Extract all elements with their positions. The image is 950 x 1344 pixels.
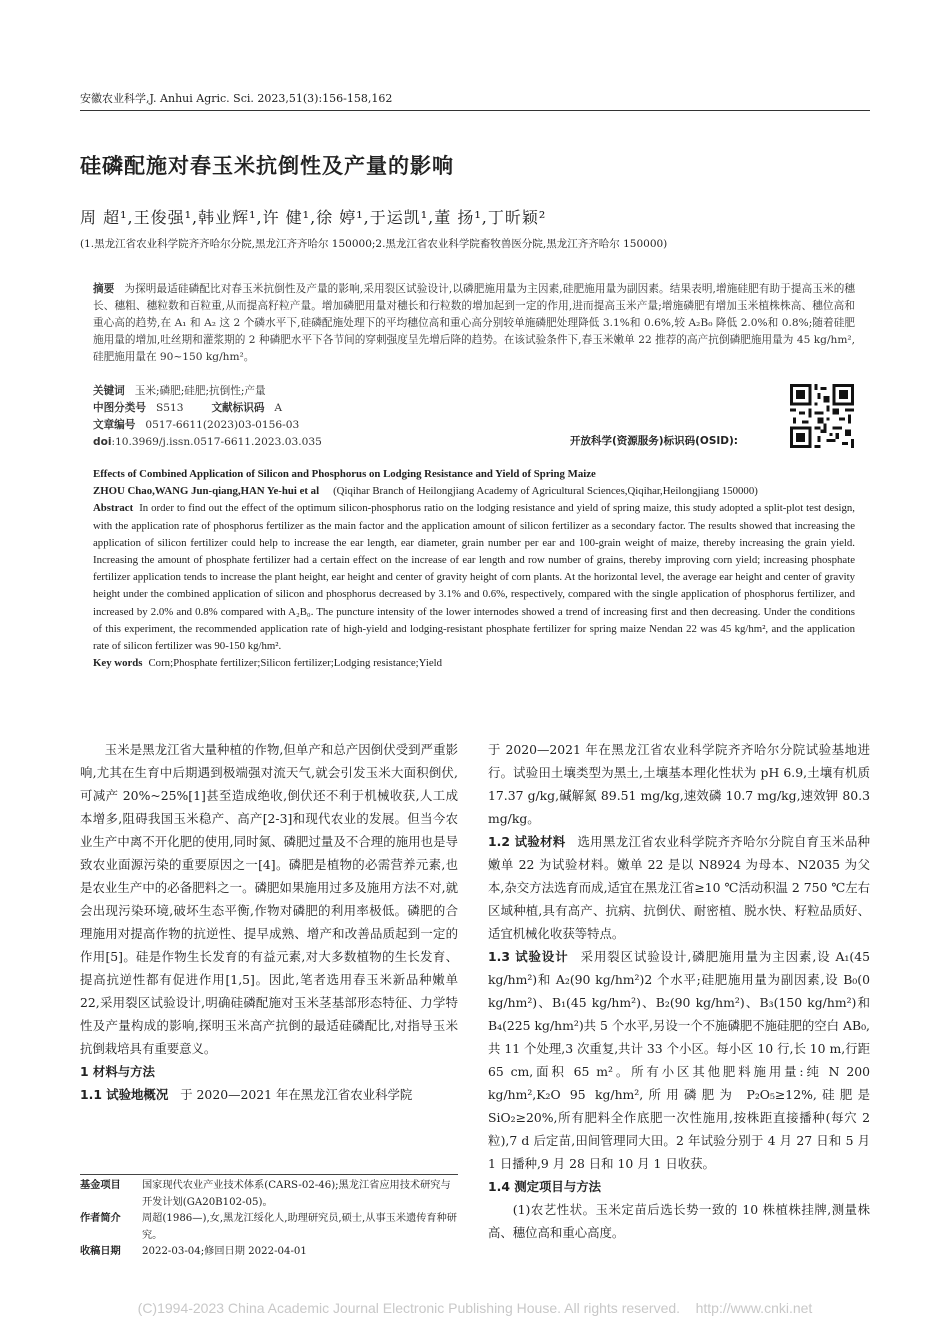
article-no-label: 文章编号 [93,419,136,431]
section-1-4-heading: 1.4 测定项目与方法 [488,1179,601,1194]
article-no-row [93,417,573,434]
affiliation: (1.黑龙江省农业科学院齐齐哈尔分院,黑龙江齐齐哈尔 150000;2.黑龙江省农业科学院畜牧兽医分院,黑龙江齐齐哈尔 150000) [80,238,668,250]
body-column-right [488,738,870,1244]
section-1-3-heading: 1.3 试验设计 [488,949,569,964]
journal-header: 安徽农业科学,J. Anhui Agric. Sci. 2023,51(3):156-158,162 [80,92,393,105]
clc-value: S513 [155,402,184,414]
english-keywords-text: Corn;Phosphate fertilizer;Silicon fertilizer;Lodging resistance;Yield [148,657,443,670]
clc-row [93,400,573,417]
section-1-1-text: 于 2020—2021 年在黑龙江省农业科学院齐齐哈尔分院试验基地进行。试验田土壤类型为黑土,土壤基本理化性状为 pH 6.9,土壤有机质 17.37 g/kg,碱解氮 89.51 mg/kg,速效磷 10.7 mg/kg,速效钾 80.3 mg/kg。 [488,742,870,826]
footnote-author [80,1211,458,1244]
author-bio-label: 作者简介 [80,1213,121,1224]
body-column-left [80,738,458,1106]
footnote-rule [80,1174,458,1175]
osid-caption: 开放科学(资源服务)标识码(OSID): [570,435,739,447]
doc-code-label: 文献标识码 [211,402,265,414]
doi-value[interactable]: :10.3969/j.issn.0517-6611.2023.03.035 [111,436,322,448]
section-1-2-heading: 1.2 试验材料 [488,834,566,849]
paper-title: 硅磷配施对春玉米抗倒性及产量的影响 [80,154,454,178]
header-rule [80,110,870,111]
section-1-4-text: (1)农艺性状。玉米定苗后选长势一致的 10 株植株挂牌,测量株高、穗位高和重心高度。 [488,1202,870,1240]
abstract-cn-label: 摘要 [93,283,115,295]
section-1-2 [488,830,870,945]
abstract-cn-text: 为探明最适硅磷配比对春玉米抗倒性及产量的影响,采用裂区试验设计,以磷肥施用量为主因素,硅肥施用量为副因素。结果表明,增施硅肥有助于提高玉米的穗长、穗粗、穗粒数和百粒重,从而提高籽粒产量。增加磷肥用量对穗长和行粒数的增加起到一定的作用,进而提高玉米产量;增施磷肥有增加玉米植株株高、穗位高和重心高的趋势,在 A₁ 和 A₂ 这 2 个磷水平下,硅磷配施处理下的平均穗位高和重心高分别较单施磷肥处理降低 3.1%和 0.6%,较 A₂B₀ 降低 2.0%和 0.8%;随着硅肥施用量的增加,吐丝期和灌浆期的 2 种磷肥水平下各节间的穿刺强度呈先增后降的趋势。在该试验条件下,春玉米嫩单 22 推荐的高产抗倒磷肥施用量为 45 kg/hm²,硅肥施用量在 90~150 kg/hm²。 [93,283,856,363]
article-meta [93,383,573,451]
section-1-1-text-start: 于 2020—2021 年在黑龙江省农业科学院 [180,1087,413,1102]
article-no-value: 0517-6611(2023)03-0156-03 [145,419,300,431]
english-keywords [93,655,855,672]
qr-code-icon[interactable] [790,384,854,448]
copyright-watermark: (C)1994-2023 China Academic Journal Electronic Publishing House. All rights reserved. http://www.cnki.net [137,1300,813,1316]
english-abstract-label: Abstract [93,502,134,515]
keywords-cn-row [93,383,573,400]
english-abstract [93,500,855,655]
section-1-2-text: 选用黑龙江省农业科学院齐齐哈尔分院自育玉米品种嫩单 22 为试验材料。嫩单 22 是以 N8924 为母本、N2035 为父本,杂交方法选育而成,适宜在黑龙江省≥10 ℃活动积温 2 750 ℃左右区域种植,具有高产、抗病、抗倒伏、耐密植、脱水快、籽粒品质好、适宜机械化收获等特点。 [488,834,871,941]
english-abstract-text: In order to find out the effect of the optimum silicon-phosphorus ratio on the lodging resistance and yield of spring maize, this study adopted a split-plot test design, with the application rate of phosphorus fertilizer as the main factor and the application amount of silicon fertilizer as a secondary factor. The results showed that increasing the application of silicon fertilizer could help to increase the ear length, ear diameter, grain number per ear and 100-grain weight of maize, thereby increasing the grain yield. Increasing the amount of phosphate fertilizer had a certain effect on the increase of ear length and row number of grains, thereby improving corn yield; increasing phosphate fertilizer application tends to increase the plant height, ear height and center of gravity height of corn plants. At the horizontal level, the average ear height and center of gravity height under the combined application of silicon and phosphorus decreased by 3.1% and 0.6%, respectively, compared with the single application of phosphorus fertilizer, and increased by 2.0% and 0.8% compared with A₂B₀. The puncture intensity of the lower internodes showed a trend of increasing first and then decreasing. Under the conditions of this experiment, the recommended application rate of high-yield and lodging-resistant phosphate fertilizer for spring maize Nendan 22 was 45 kg/hm², and the application rate of silicon fertilizer was 90-150 kg/hm². [93,502,855,653]
fund-label: 基金项目 [80,1180,121,1191]
section-1-heading: 1 材料与方法 [80,1064,155,1079]
english-keywords-label: Key words [93,657,143,670]
clc-label: 中图分类号 [93,402,146,414]
footnote-date [80,1244,458,1261]
author-bio-text: 周超(1986—),女,黑龙江绥化人,助理研究员,硕士,从事玉米遗传育种研究。 [142,1213,457,1241]
keywords-cn-label: 关键词 [93,385,125,397]
doc-code-value: A [274,402,283,414]
english-title: Effects of Combined Application of Silicon and Phosphorus on Lodging Resistance and Yield of Spring Maize [93,468,596,480]
abstract-cn [93,281,855,366]
footnotes [80,1178,458,1261]
english-authors: ZHOU Chao,WANG Jun-qiang,HAN Ye-hui et al [93,485,320,498]
intro-paragraph: 玉米是黑龙江省大量种植的作物,但单产和总产因倒伏受到严重影响,尤其在生育中后期遇到极端强对流天气,就会引发玉米大面积倒伏,可减产 20%~25%[1]甚至造成绝收,倒伏还不利于机械收获,人工成本增多,阻碍我国玉米稳产、高产[2-3]和现代农业的发展。但当今农业生产中离不开化肥的使用,同时氮、磷肥过量及不合理的施用也是导致农业面源污染的重要原因之一[4]。磷肥是植物的必需营养元素,也是农业生产中的必备肥料之一。磷肥如果施用过多及施用方法不对,就会出现污染环境,破坏生态平衡,作物对磷肥的利用率极低。磷肥的合理施用对提高作物的抗逆性、提早成熟、增产和改善品质起到一定的作用[5]。硅是作物生长发育的有益元素,对大多数植物的生长发育、提高抗逆性都有促进作用[1,5]。因此,笔者选用春玉米新品种嫩单 22,采用裂区试验设计,明确硅磷配施对玉米茎基部形态特征、力学特性及产量构成的影响,探明玉米高产抗倒的最适硅磷配比,对指导玉米抗倒栽培具有重要意义。 [80,742,458,1056]
english-block [93,466,855,672]
section-1-3-text: 采用裂区试验设计,磷肥施用量为主因素,设 A₁(45 kg/hm²)和 A₂(90 kg/hm²)2 个水平;硅肥施用量为副因素,设 B₀(0 kg/hm²)、B₁(45 kg/hm²)、B₂(90 kg/hm²)、B₃(150 kg/hm²)和 B₄(225 kg/hm²)共 5 个水平,另设一个不施磷肥不施硅肥的空白 AB₀,共 11 个处理,3 次重复,共计 33 个小区。每小区 10 行,长 10 m,行距 65 cm,面积 65 m²。所有小区其他肥料施用量:纯 N 200 kg/hm²,K₂O 95 kg/hm²,所用磷肥为 P₂O₅≥12%,硅肥是 SiO₂≥20%,所有肥料全作底肥一次性施用,按株距直接播种(每穴 2 粒),7 d 后定苗,田间管理同大田。2 年试验分别于 4 月 27 日和 5 月 1 日播种,9 月 28 日和 10 月 1 日收获。 [488,949,871,1171]
english-authors-row [93,483,855,500]
keywords-cn: 玉米;磷肥;硅肥;抗倒性;产量 [134,385,266,397]
section-1-3 [488,945,870,1175]
english-affiliation: (Qiqihar Branch of Heilongjiang Academy of Agricultural Sciences,Qiqihar,Heilongjiang 150000) [333,485,758,498]
section-1-1 [80,1083,458,1106]
doi-label: doi [93,436,112,448]
fund-text: 国家现代农业产业技术体系(CARS-02-46);黑龙江省应用技术研究与开发计划(GA20B102-05)。 [142,1180,451,1208]
received-date-label: 收稿日期 [80,1246,121,1257]
author-list: 周 超¹,王俊强¹,韩业辉¹,许 健¹,徐 婷¹,于运凯¹,董 扬¹,丁昕颖² [80,208,547,227]
footnote-fund [80,1178,458,1211]
doi-row [93,434,573,451]
received-date-text: 2022-03-04;修回日期 2022-04-01 [142,1246,307,1257]
section-1-1-heading: 1.1 试验地概况 [80,1087,169,1102]
